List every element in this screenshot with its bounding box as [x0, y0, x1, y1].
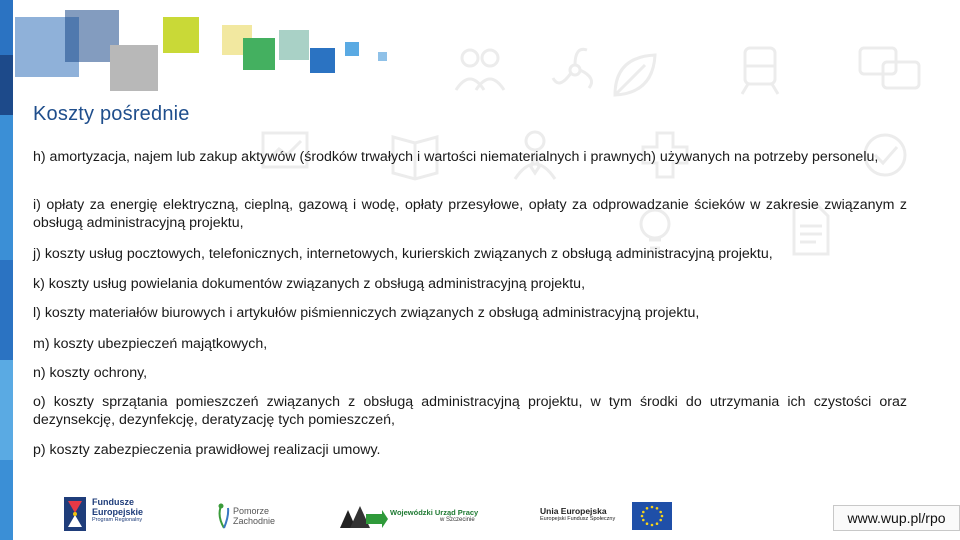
website-url[interactable]: www.wup.pl/rpo	[833, 505, 960, 531]
list-item-i: i) opłaty za energię elektryczną, cieplną, gazową i wodę, opłaty przesyłowe, opłaty za odprowadzanie ścieków w zakresie związanym z obsługą administracyjną projektu,	[33, 197, 907, 231]
leaf-icon	[605, 45, 665, 105]
list-item-h: h) amortyzacja, najem lub zakup aktywów (środków trwałych i wartości niematerialnych i prawnych) używanych na potrzeby personelu,	[33, 149, 879, 165]
list-item-m: m) koszty ubezpieczeń majątkowych,	[33, 336, 268, 352]
pinwheel-icon	[545, 40, 605, 100]
wup-line2: w Szczecinie	[440, 517, 475, 523]
fundusze-europejskie-emblem-icon	[64, 497, 86, 531]
pz-line1: Pomorze	[233, 506, 270, 516]
wup-emblem-icon	[338, 502, 388, 532]
train-icon	[730, 40, 790, 100]
unia-europejska-logo	[540, 502, 680, 534]
list-item-k: k) koszty usług powielania dokumentów związanych z obsługą administracyjną projektu,	[33, 276, 586, 292]
pomorze-zachodnie-logo	[215, 500, 285, 534]
fe-line1: Fundusze	[92, 497, 134, 507]
fundusze-europejskie-logo	[64, 495, 174, 535]
ue-line2: Europejski Fundusz Społeczny	[540, 516, 616, 522]
list-item-n: n) koszty ochrony,	[33, 365, 148, 381]
fe-line2: Europejskie	[92, 507, 144, 517]
chat-icon	[855, 40, 925, 100]
ue-line1: Unia Europejska	[540, 506, 607, 516]
list-item-o: o) koszty sprzątania pomieszczeń związanych z obsługą administracyjną projektu, w tym środki do utrzymania ich czystości oraz dezynsekcję, dezynfekcję, deratyzację tych pomieszczeń,	[33, 394, 907, 428]
wup-logo	[338, 500, 483, 534]
pomorze-leaf-icon	[215, 502, 233, 530]
wup-line1: Wojewódzki Urząd Pracy	[390, 508, 479, 517]
list-item-j: j) koszty usług pocztowych, telefonicznych, internetowych, kurierskich związanych z obsługą administracyjną projektu,	[33, 246, 773, 262]
pz-line2: Zachodnie	[233, 516, 276, 526]
eu-flag-icon	[632, 502, 672, 530]
list-item-p: p) koszty zabezpieczenia prawidłowej realizacji umowy.	[33, 442, 381, 458]
list-item-l: l) koszty materiałów biurowych i artykułów piśmienniczych związanych z obsługą administracyjną projektu,	[33, 305, 700, 321]
people-icon	[450, 40, 510, 100]
slide-title: Koszty pośrednie	[33, 103, 190, 125]
fe-line3: Program Regionalny	[92, 517, 143, 523]
